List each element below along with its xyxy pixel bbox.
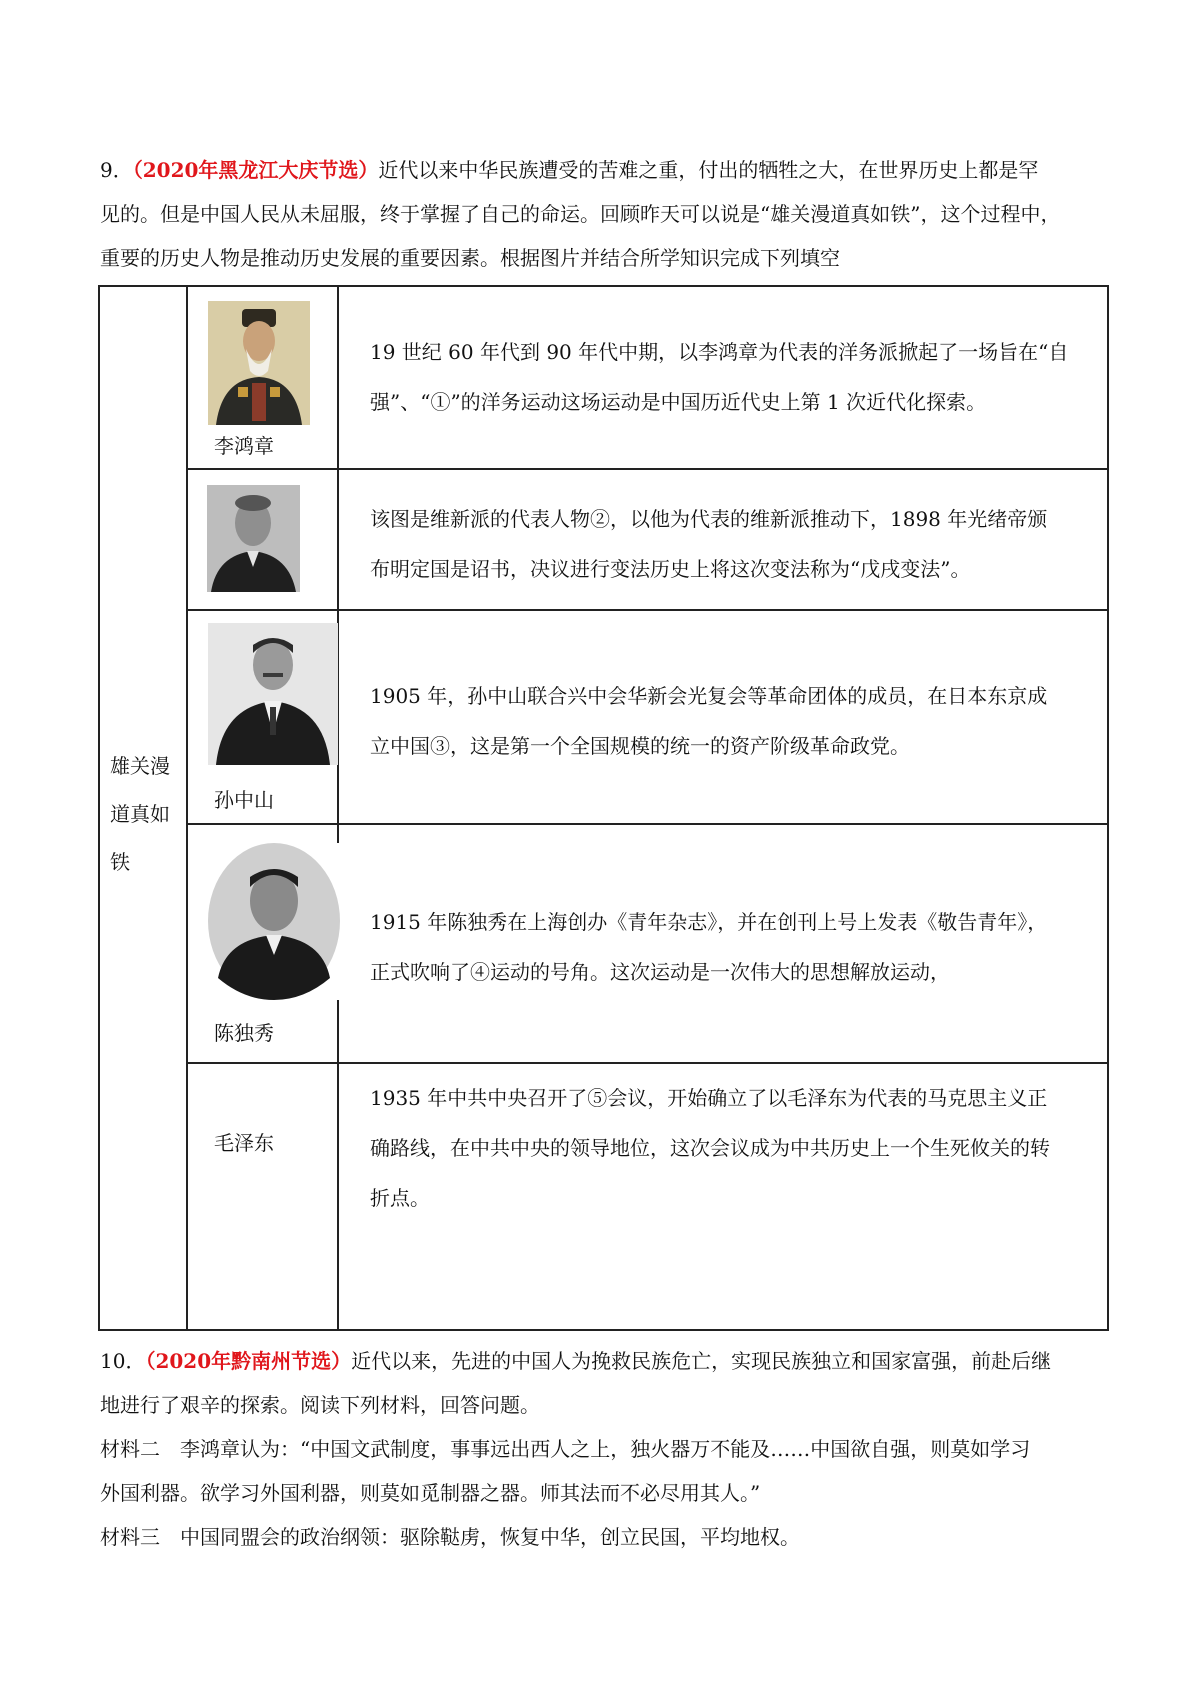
row-text-line: 布明定国是诏书，决议进行变法历史上将这次变法称为“戊戌变法”。: [370, 557, 971, 581]
row-divider: [186, 1062, 1107, 1064]
row-text-line: 正式吹响了④运动的号角。这次运动是一次伟大的思想解放运动，: [370, 960, 950, 984]
person-name: 陈独秀: [214, 1021, 274, 1045]
question-10-text-1: 近代以来，先进的中国人为挽救民族危亡，实现民族独立和国家富强，前赴后继: [351, 1349, 1052, 1373]
row-text: [370, 671, 1090, 771]
row-text-line: 立中国③，这是第一个全国规模的统一的资产阶级革命政党。: [370, 734, 910, 758]
table-divider: [337, 287, 339, 1329]
question-10-line-2: 地进行了艰辛的探索。阅读下列材料，回答问题。: [100, 1393, 540, 1417]
person-name: 毛泽东: [214, 1131, 274, 1155]
table-left-heading: [110, 742, 190, 886]
row-text-line: 1935 年中共中央召开了⑤会议，开始确立了以毛泽东为代表的马克思主义正: [370, 1086, 1048, 1110]
history-table: [98, 285, 1109, 1331]
question-9-line-1: [100, 148, 1100, 192]
row-text: [370, 327, 1090, 427]
row-divider: [186, 823, 1107, 825]
row-text: [370, 1073, 1090, 1223]
material-3: 材料三 中国同盟会的政治纲领：驱除鞑虏，恢复中华，创立民国，平均地权。: [100, 1525, 800, 1549]
portrait-li-hongzhang: [208, 301, 310, 425]
row-text-line: 该图是维新派的代表人物②，以他为代表的维新派推动下，1898 年光绪帝颁: [370, 507, 1048, 531]
question-9-text-1: 近代以来中华民族遭受的苦难之重，付出的牺牲之大，在世界历史上都是罕: [378, 158, 1039, 182]
left-heading-line: 道真如: [110, 802, 170, 826]
question-number: 9．: [100, 158, 133, 182]
question-9: [100, 148, 1100, 280]
row-text-line: 1915 年陈独秀在上海创办《青年杂志》，并在创刊上号上发表《敬告青年》，: [370, 910, 1048, 934]
question-10-line-1: [100, 1339, 1100, 1383]
material-2-line-1: 材料二 李鸿章认为：“中国文武制度，事事远出西人之上，独火器万不能及……中国欲自强，则莫如学习: [100, 1437, 1031, 1461]
question-9-line-2: 见的。但是中国人民从未屈服，终于掌握了自己的命运。回顾昨天可以说是“雄关漫道真如铁”，这个过程中，: [100, 202, 1061, 226]
person-name: 李鸿章: [214, 434, 274, 458]
left-heading-line: 铁: [110, 850, 130, 874]
row-text-line: 19 世纪 60 年代到 90 年代中期，以李鸿章为代表的洋务派掀起了一场旨在“自: [370, 340, 1069, 364]
row-text: [370, 897, 1090, 997]
portrait-reformer: [207, 485, 300, 592]
row-text-line: 确路线，在中共中央的领导地位，这次会议成为中共历史上一个生死攸关的转: [370, 1136, 1050, 1160]
portrait-chen-duxiu: [208, 843, 340, 1000]
question-9-line-3: 重要的历史人物是推动历史发展的重要因素。根据图片并结合所学知识完成下列填空: [100, 246, 840, 270]
question-number: 10．: [100, 1349, 146, 1373]
person-name: 孙中山: [214, 788, 274, 812]
row-text-line: 折点。: [370, 1186, 430, 1210]
material-2-line-2: 外国利器。欲学习外国利器，则莫如觅制器之器。师其法而不必尽用其人。”: [100, 1481, 761, 1505]
left-heading-line: 雄关漫: [110, 754, 170, 778]
portrait-sun-yat-sen: [208, 623, 338, 765]
row-text: [370, 494, 1090, 594]
row-divider: [186, 609, 1107, 611]
row-text-line: 1905 年，孙中山联合兴中会华新会光复会等革命团体的成员，在日本东京成: [370, 684, 1048, 708]
question-source: （2020年黑龙江大庆节选）: [132, 158, 379, 182]
question-10: [100, 1339, 1100, 1559]
row-text-line: 强”、“①”的洋务运动这场运动是中国历近代史上第 1 次近代化探索。: [370, 390, 987, 414]
question-source: （2020年黔南州节选）: [145, 1349, 352, 1373]
row-divider: [186, 468, 1107, 470]
